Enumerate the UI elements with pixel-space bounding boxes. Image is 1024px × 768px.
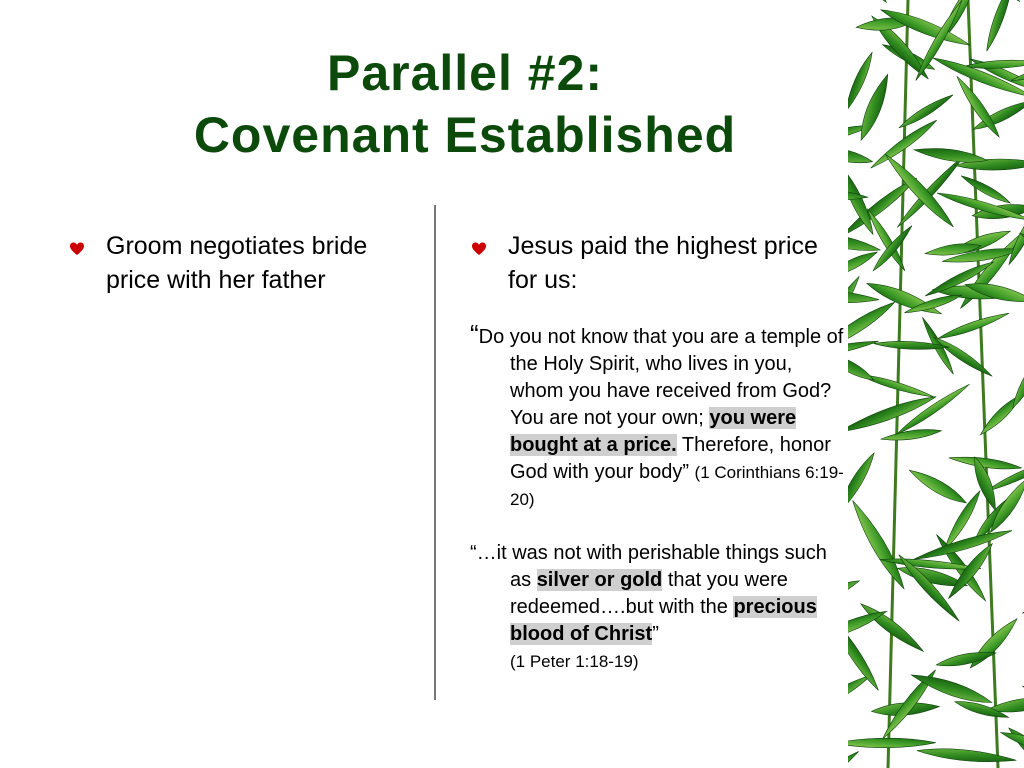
bamboo-leaf bbox=[848, 576, 862, 617]
quote2-close-mark: ” bbox=[652, 623, 659, 645]
bamboo-leaf bbox=[848, 0, 891, 7]
right-bullet-item bbox=[472, 229, 832, 297]
heart-icon bbox=[472, 242, 486, 256]
quote1-highlight: you were bought at a price. bbox=[510, 407, 797, 456]
bamboo-leaf bbox=[848, 143, 874, 167]
bamboo-leaf bbox=[848, 337, 879, 366]
bamboo-leaf bbox=[848, 348, 876, 384]
bamboo-leaf bbox=[880, 427, 942, 444]
right-bullet-text: Jesus paid the highest price for us: bbox=[508, 232, 818, 294]
quote2-highlight2: precious blood of Christ bbox=[510, 596, 817, 645]
bamboo-leaf bbox=[966, 0, 1023, 4]
quote1-reference: (1 Corinthians 6:19-20) bbox=[510, 463, 844, 509]
quote1-text-part1: Do you not know that you are a temple of the Holy Spirit, who lives in you, whom you have received from God? You are not your own; bbox=[478, 326, 844, 429]
heart-icon bbox=[70, 242, 84, 256]
quote-peter bbox=[470, 540, 848, 675]
bamboo-leaf bbox=[848, 497, 910, 592]
quote2-reference: (1 Peter 1:18-19) bbox=[510, 652, 639, 671]
bamboo-leaf bbox=[881, 150, 957, 231]
bamboo-leaf bbox=[848, 748, 861, 768]
quote2-highlight1: silver or gold bbox=[536, 569, 663, 591]
bamboo-leaves-decoration bbox=[848, 0, 1024, 768]
slide-title bbox=[60, 42, 870, 166]
bamboo-leaf bbox=[916, 745, 1016, 765]
quote1-text-part2: Therefore, honor God with your body” bbox=[510, 434, 831, 483]
quote-open-mark: “ bbox=[470, 319, 479, 349]
column-divider bbox=[434, 205, 436, 700]
bamboo-leaf bbox=[936, 309, 1010, 342]
bamboo-leaf bbox=[912, 526, 1013, 564]
quote2-text-part1: “…it was not with perishable things such as bbox=[470, 542, 827, 591]
quote-corinthians bbox=[470, 321, 848, 513]
slide-title-line2: Covenant Established bbox=[193, 107, 737, 163]
bamboo-leaf bbox=[848, 450, 878, 518]
bamboo-leaf bbox=[848, 228, 881, 256]
bamboo-leaf bbox=[894, 153, 967, 230]
bamboo-leaf bbox=[848, 248, 879, 283]
bamboo-leaf bbox=[906, 465, 969, 508]
slide-title-line1: Parallel #2: bbox=[326, 45, 604, 101]
left-bullet-item bbox=[70, 229, 415, 297]
bamboo-leaf-group bbox=[848, 0, 1024, 768]
left-bullet-text: Groom negotiates bride price with her father bbox=[106, 232, 368, 294]
bamboo-leaf bbox=[1020, 560, 1024, 617]
bamboo-leaf bbox=[983, 0, 1017, 53]
bamboo-leaf bbox=[848, 738, 936, 748]
quote2-text-part2: that you were redeemed….but with the bbox=[510, 569, 788, 618]
bamboo-leaf bbox=[848, 274, 863, 353]
